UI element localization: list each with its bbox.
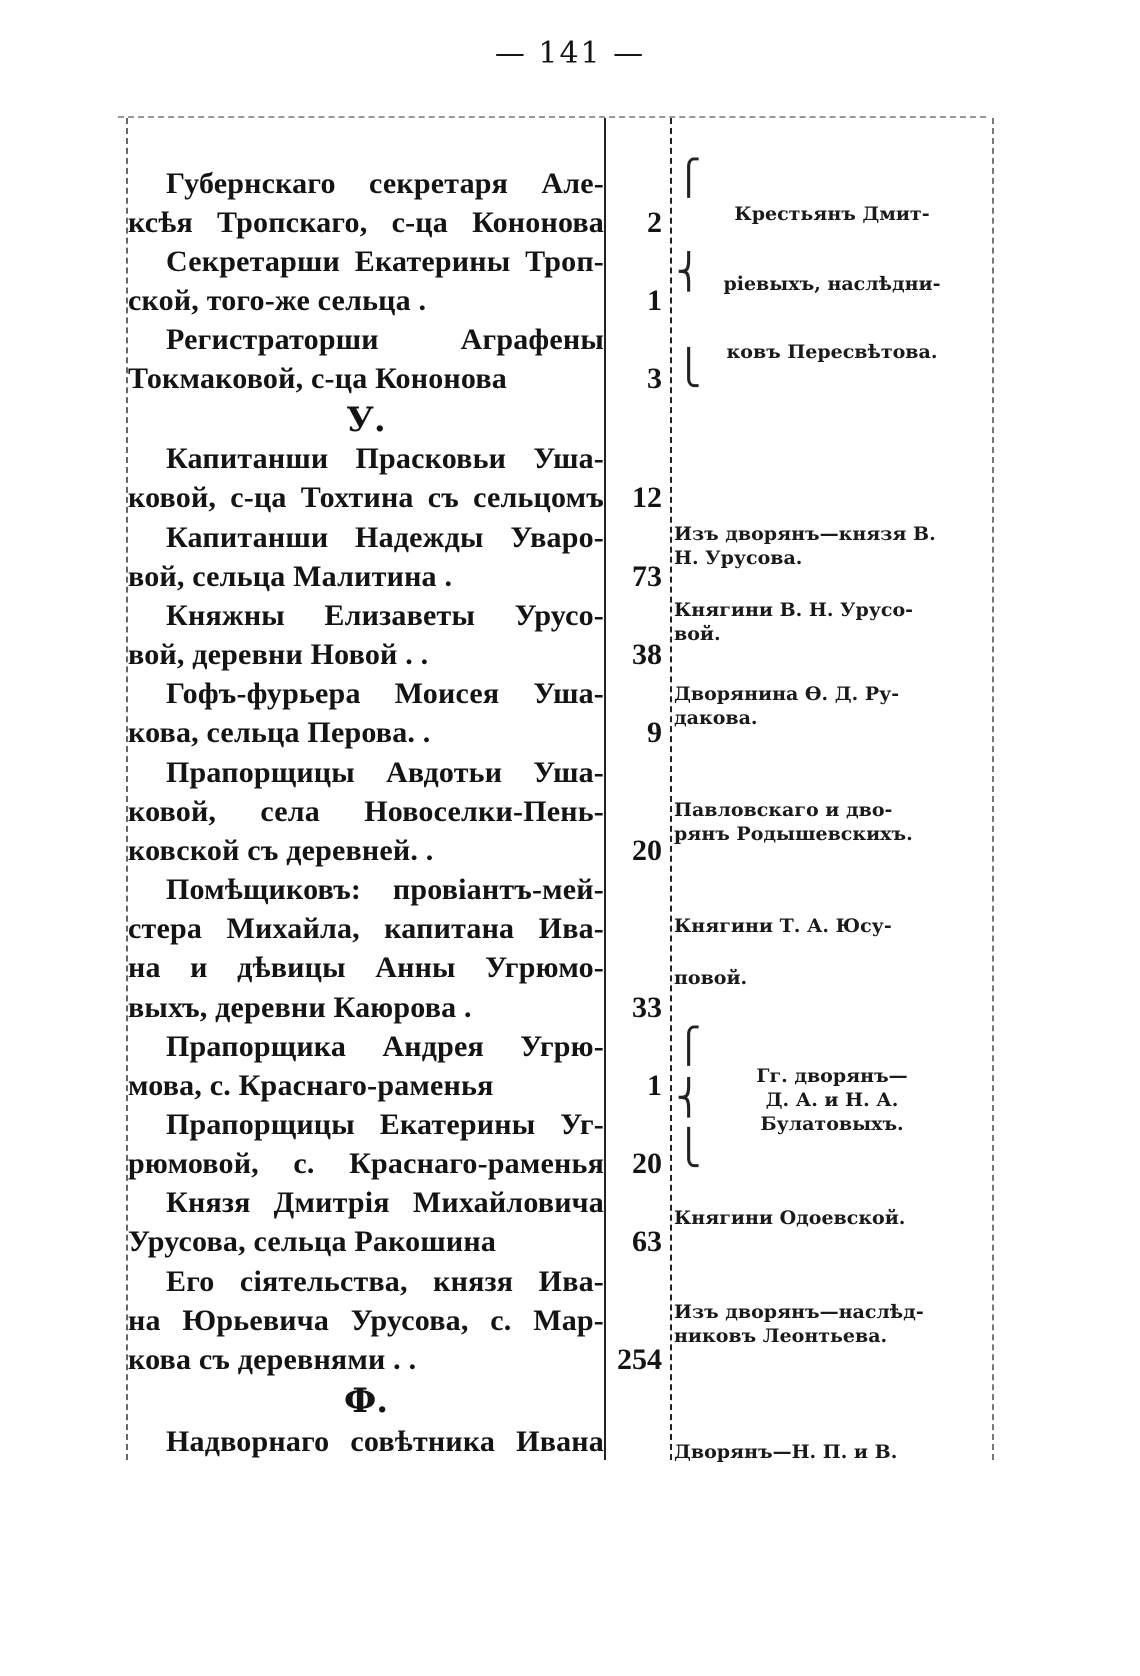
entry-line: Прапорщицы Авдотьи Ушa- [166,756,604,789]
entry-line: мова, с. Краснаго-раменья [128,1069,494,1102]
entry-count: 3 [647,362,662,395]
entry-line: Губернскаго секретаря Але- [166,167,604,200]
note-line: Булатовыхъ. [760,1113,904,1135]
entry-line: Секретарши Екатерины Троп- [166,245,604,278]
entry-line: ксѣя Тропскаго, с-ца Кононова [128,206,604,239]
entry-line: вой, деревни Новой . . [128,638,429,671]
entry-count: 33 [632,991,662,1024]
entry-line: Урусова, сельца Ракошина [128,1225,497,1258]
entry-count: 63 [632,1225,662,1258]
entry-count: 1 [647,284,662,317]
note-line: Дворянъ—Н. П. и В. [674,1441,898,1463]
entry-count: 1 [647,1069,662,1102]
note-line: Княгини Одоевской. [674,1207,906,1229]
note-line: ріевыхъ, наслѣдни- [723,273,941,295]
entry-count: 2 [647,206,662,239]
note-line: Д. А. и Н. А. [765,1089,899,1111]
brace-glyph: ⎩ [676,1128,702,1168]
entry-line: вой, сельца Малитина . [128,560,453,593]
entry-line: Прапорщика Андрея Угрю- [166,1030,604,1063]
note-line: Павловскаго и дво- [674,799,893,821]
note-line: Княгини Т. А. Юсу- [674,915,892,937]
brace-glyph: ⎩ [676,348,702,388]
entry-count: 73 [632,560,662,593]
entry-line: на и дѣвицы Анны Угрюмо- [128,951,604,984]
entry-line: выхъ, деревни Каюрова . [128,991,472,1024]
note-line: Н. Урусова. [674,547,803,569]
entry-line: кова, сельца Перова. . [128,716,431,749]
brace-glyph: ⎨ [676,1078,702,1118]
brace-glyph: ⎧ [676,158,702,198]
entry-line: Надворнаго совѣтника Ивана [166,1425,604,1458]
section-letter: У. [346,400,386,440]
entry-line: Капитанши Прасковьи Ушa- [166,442,604,475]
note-line: Княгини В. Н. Урусо- [674,599,914,621]
note-line: повой. [674,967,748,989]
page-number: — 141 — [494,36,646,71]
entry-line: Токмаковой, с-ца Кононова [128,362,507,395]
note-line: рянъ Родышевскихъ. [674,823,913,845]
entry-line: ковской съ деревней. . [128,834,434,867]
entry-line: Князя Дмитрія Михайловича [166,1186,604,1219]
entry-line: рюмовой, с. Краснаго-раменья [128,1147,604,1180]
right-rule [992,118,994,1460]
entry-line: Капитанши Надежды Уваро- [166,521,604,554]
section-letter: Ф. [343,1381,389,1421]
top-rule [118,116,986,118]
note-line: Изъ дворянъ—князя В. [674,523,936,545]
entry-count: 20 [632,834,662,867]
entry-count: 254 [617,1343,662,1376]
entry-line: ковой, с-ца Тохтина съ сельцомъ [128,481,604,514]
note-line: Дворянина Ѳ. Д. Ру- [674,683,900,705]
note-line: Гг. дворянъ— [756,1065,908,1087]
entry-line: Его сіятельства, князя Ива- [166,1265,604,1298]
number-column-rule [670,118,672,1460]
note-line: дакова. [674,707,758,729]
note-line: никовъ Леонтьева. [674,1325,888,1347]
entry-line: стера Михайла, капитана Ива- [128,912,604,945]
note-line: вой. [674,623,721,645]
entry-line: ковой, села Новоселки-Пень- [128,795,604,828]
note-line: Изъ дворянъ—наслѣд- [674,1301,924,1323]
brace-glyph: ⎧ [676,1026,702,1066]
note-line: ковъ Пересвѣтова. [726,341,938,363]
entry-line: Прапорщицы Екатерины Уг- [166,1108,604,1141]
entry-count: 38 [632,638,662,671]
entry-line: на Юрьевича Урусова, с. Мар- [128,1304,604,1337]
entry-count: 9 [647,716,662,749]
entry-line: кова съ деревнями . . [128,1343,417,1376]
entry-line: Регистраторши Аграфены [166,323,604,356]
entry-count: 12 [632,481,662,514]
entry-line: ской, того-же сельца . [128,284,427,317]
entry-count: 20 [632,1147,662,1180]
entry-line: Княжны Елизаветы Урусо- [166,599,604,632]
entry-line: Гофъ-фурьера Моисея Ушa- [166,677,604,710]
brace-glyph: ⎨ [676,252,702,292]
entry-line: Помѣщиковъ: провіантъ-мей- [166,873,604,906]
note-line: Крестьянъ Дмит- [734,203,930,225]
